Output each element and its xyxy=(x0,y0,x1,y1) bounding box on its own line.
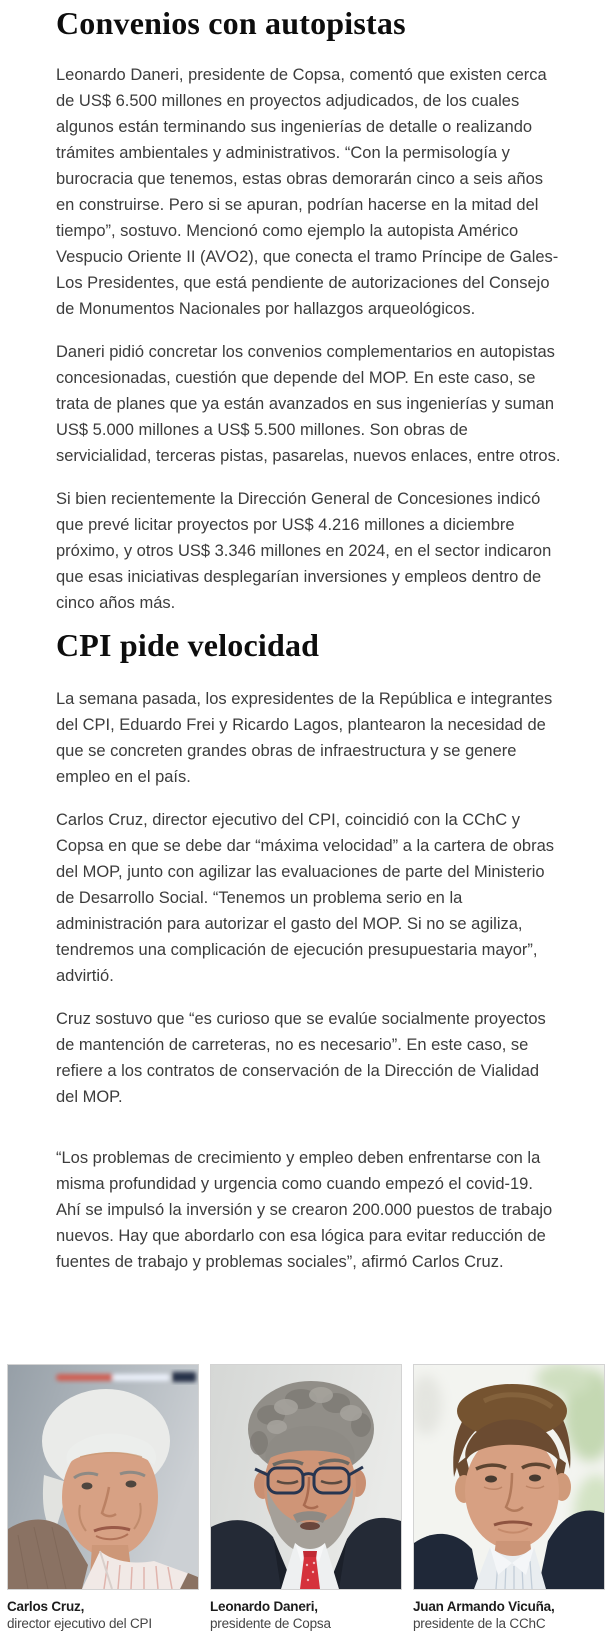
paragraph-convenios-complementarios: Daneri pidió concretar los convenios complementarios en autopistas concesionadas, cuestión que depende del MOP. En este caso, se trata de planes que ya están avanzados en sus ingenierías y suman US$ 5.000 millones a US$ 5.500 millones. Son obras de servicialidad, terceras pistas, pasarelas, nuevos enlaces, entre otros. xyxy=(56,343,561,465)
article-body xyxy=(56,0,561,1275)
photo-caption-juan-armando-vicuna xyxy=(413,1598,605,1632)
heading-cpi-pide-velocidad: CPI pide velocidad xyxy=(56,627,320,663)
leonardo-daneri-portrait xyxy=(211,1365,401,1589)
heading-convenios-con-autopistas: Convenios con autopistas xyxy=(56,5,406,41)
leonardo-daneri-photo xyxy=(210,1364,402,1590)
paragraph-direccion-concesiones: Si bien recientemente la Dirección General de Concesiones indicó que prevé licitar proyectos por US$ 4.216 millones a diciembre próximo, y otros US$ 3.346 millones en 2024, en el sector indicaron que esas iniciativas desplegarían inversiones y empleos dentro de cinco años más. xyxy=(56,490,552,612)
photo-caption-leonardo-daneri xyxy=(210,1598,402,1632)
photo-card-juan-armando-vicuna xyxy=(413,1364,605,1632)
paragraph-cruz-cita-final: “Los problemas de crecimiento y empleo deben enfrentarse con la misma profundidad y urgencia como cuando empezó el covid-19. Ahí se impulsó la inversión y se crearon 200.000 puestos de trabajo nuevos. Hay que abordarlo con esa lógica para evitar reducción de fuentes de trabajo y problemas sociales”, afirmó Carlos Cruz. xyxy=(56,1149,553,1271)
photo-card-carlos-cruz xyxy=(7,1364,199,1632)
photo-strip xyxy=(7,1364,605,1632)
paragraph-expresidentes: La semana pasada, los expresidentes de la República e integrantes del CPI, Eduardo Frei y Ricardo Lagos, plantearon la necesidad de que se concreten grandes obras de infraestructura y se genere empleo en el país. xyxy=(56,690,553,786)
caption-role: presidente de Copsa xyxy=(210,1616,331,1631)
photo-caption-carlos-cruz xyxy=(7,1598,199,1632)
caption-name: Leonardo Daneri, xyxy=(210,1599,318,1614)
carlos-cruz-photo xyxy=(7,1364,199,1590)
caption-role: presidente de la CChC xyxy=(413,1616,546,1631)
photo-card-leonardo-daneri xyxy=(210,1364,402,1632)
carlos-cruz-portrait xyxy=(8,1365,198,1589)
caption-name: Carlos Cruz, xyxy=(7,1599,85,1614)
caption-name: Juan Armando Vicuña, xyxy=(413,1599,555,1614)
juan-armando-vicuna-portrait xyxy=(414,1365,604,1589)
paragraph-daneri-proyectos: Leonardo Daneri, presidente de Copsa, comentó que existen cerca de US$ 6.500 millones en proyectos adjudicados, de los cuales algunos están terminando sus ingenierías de detalle o realizando trámites ambientales y administrativos. “Con la permisología y burocracia que tenemos, estas obras demorarán cinco a seis años en construirse. Pero si se apuran, podrían hacerse en la mitad del tiempo”, sostuvo. Mencionó como ejemplo la autopista Américo Vespucio Oriente II (AVO2), que conecta el tramo Príncipe de Gales-Los Presidentes, que está pendiente de autorizaciones del Consejo de Monumentos Nacionales por hallazgos arqueológicos. xyxy=(56,66,559,318)
caption-role: director ejecutivo del CPI xyxy=(7,1616,152,1631)
juan-armando-vicuna-photo xyxy=(413,1364,605,1590)
paragraph-carlos-cruz-velocidad: Carlos Cruz, director ejecutivo del CPI, coincidió con la CChC y Copsa en que se debe dar “máxima velocidad” a la cartera de obras del MOP, junto con agilizar las evaluaciones de parte del Ministerio de Desarrollo Social. “Tenemos un problema serio en la administración para autorizar el gasto del MOP. Si no se agiliza, tendremos una complicación de ejecución presupuestaria mayor”, advirtió. xyxy=(56,811,555,985)
paragraph-cruz-evaluacion: Cruz sostuvo que “es curioso que se evalúe socialmente proyectos de mantención de carreteras, no es necesario”. En este caso, se refiere a los contratos de conservación de la Dirección de Vialidad del MOP. xyxy=(56,1010,546,1106)
